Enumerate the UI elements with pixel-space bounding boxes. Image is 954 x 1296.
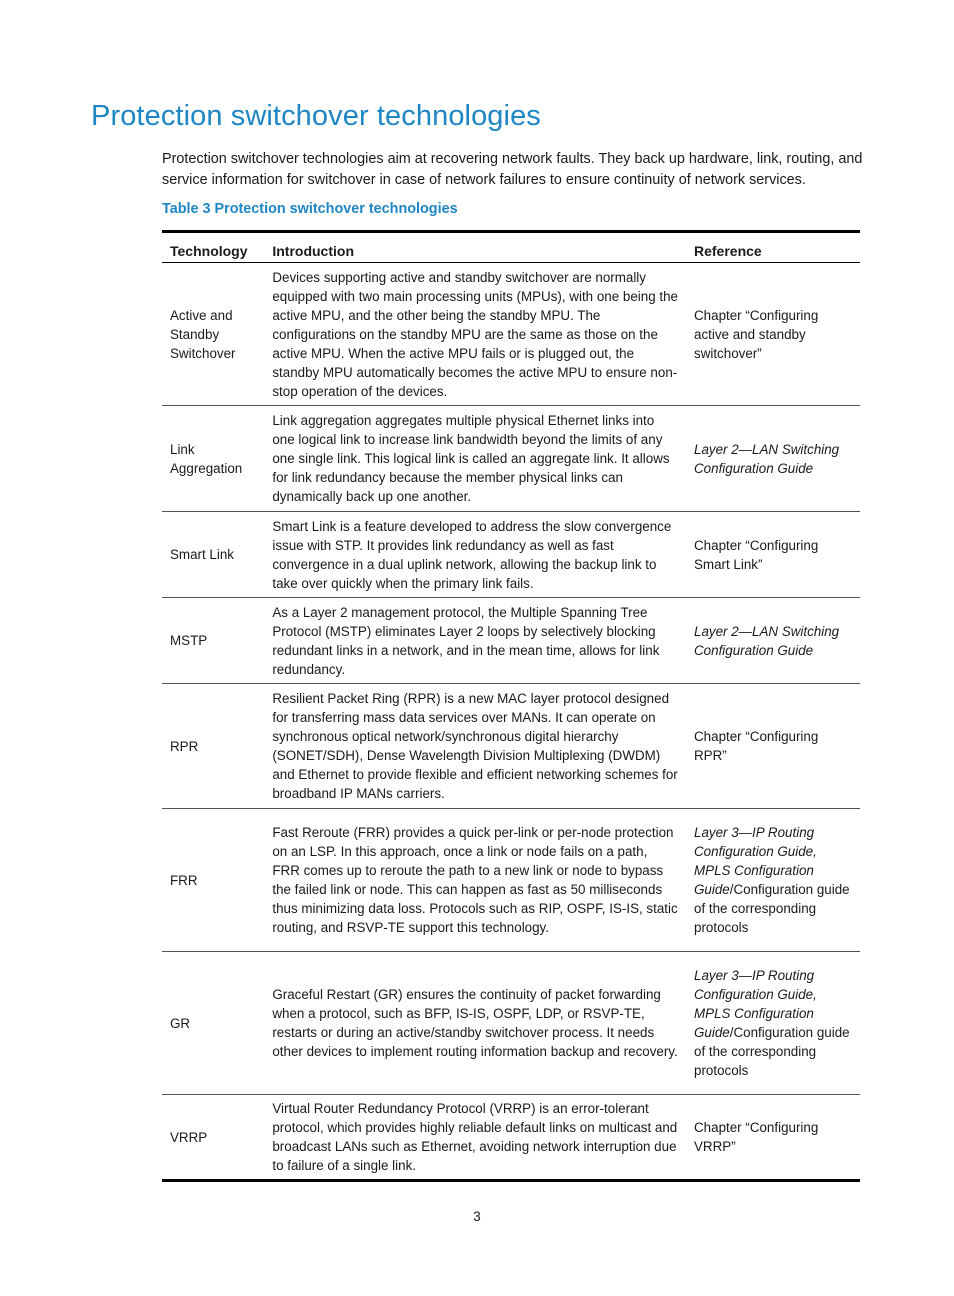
introduction-cell: As a Layer 2 management protocol, the Multiple Spanning Tree Protocol (MSTP) eliminates Layer 2 loops by selectively blocking redundant links in a network, and in the mean time, allows for link redundancy.: [264, 598, 686, 684]
reference-cell: [686, 512, 860, 598]
table-row: [162, 406, 860, 512]
table-caption: Table 3 Protection switchover technologies: [162, 201, 458, 217]
table-row: [162, 809, 860, 952]
reference-plain: /Configuration guide of the corresponding protocols: [694, 882, 850, 935]
reference-cell: [686, 809, 860, 952]
technology-cell: VRRP: [170, 1129, 208, 1145]
header-technology: Technology: [162, 232, 264, 263]
header-introduction: Introduction: [264, 232, 686, 263]
header-reference: Reference: [686, 232, 860, 263]
reference-italic: Layer 3—IP Routing Configuration Guide, MPLS Configuration Guide: [694, 968, 817, 1040]
table-row: [162, 952, 860, 1095]
introduction-cell: Devices supporting active and standby switchover are normally equipped with two main processing units (MPUs), with one being the active MPU, and the other being the standby MPU. The configurations on the standby MPU are the same as those on the active MPU. When the active MPU fails or is plugged out, the standby MPU automatically becomes the active MPU to ensure non-stop operation of the devices.: [264, 263, 686, 406]
reference-plain: Chapter “Configuring active and standby switchover”: [694, 307, 819, 361]
introduction-cell: Smart Link is a feature developed to address the slow convergence issue with STP. It provides link redundancy as well as fast convergence in a dual uplink network, allowing the backup link to take over quickly when the primary link fails.: [264, 512, 686, 598]
table-row: [162, 512, 860, 598]
technology-cell: GR: [162, 952, 264, 1095]
technology-cell: Smart Link: [162, 512, 264, 598]
technology-cell: MSTP: [162, 598, 264, 684]
technology-cell: Active and Standby Switchover: [162, 263, 264, 406]
reference-cell: [686, 952, 860, 1095]
reference-plain: /Configuration guide of the corresponding protocols: [694, 1025, 850, 1078]
reference-italic: Layer 2—LAN Switching Configuration Guide: [694, 623, 840, 658]
reference-plain: Chapter “Configuring VRRP”: [694, 1120, 819, 1154]
reference-cell: [686, 406, 860, 512]
reference-cell: [686, 1095, 860, 1181]
table-row: [162, 684, 860, 809]
introduction-cell: Resilient Packet Ring (RPR) is a new MAC layer protocol designed for transferring mass data services over MANs. It can operate on synchronous optical network/synchronous digital hierarchy (SONET/SDH), Dense Wavelength Division Multiplexing (DWDM) and Ethernet to provide flexible and efficient networking schemes for broadband IP MANs carriers.: [264, 684, 686, 809]
reference-cell: [686, 684, 860, 809]
introduction-cell: Link aggregation aggregates multiple physical Ethernet links into one logical link to increase link bandwidth beyond the limits of any one single link. This logical link is called an aggregate link. It allows for link redundancy because the member physical links can dynamically back up one another.: [264, 406, 686, 512]
page-number: 3: [473, 1209, 481, 1224]
introduction-cell: Virtual Router Redundancy Protocol (VRRP) is an error-tolerant protocol, which provides highly reliable default links on multicast and broadcast LANs such as Ethernet, avoiding network interruption due to failure of a single link.: [272, 1101, 678, 1173]
protection-table: [162, 230, 860, 1182]
table-header-row: [162, 232, 860, 263]
table-row: [162, 263, 860, 406]
technology-cell: RPR: [162, 684, 264, 809]
reference-italic: Layer 2—LAN Switching Configuration Guide: [694, 441, 840, 476]
reference-plain: Chapter “Configuring RPR”: [694, 729, 819, 763]
reference-cell: [686, 263, 860, 406]
technology-cell: Link Aggregation: [162, 406, 264, 512]
reference-plain: Chapter “Configuring Smart Link”: [694, 537, 819, 572]
table-row: [162, 1095, 860, 1181]
reference-italic: Layer 3—IP Routing Configuration Guide, MPLS Configuration Guide: [694, 825, 817, 897]
intro-paragraph: Protection switchover technologies aim at recovering network faults. They back up hardware, link, routing, and service information for switchover in case of network failures to ensure continuity of network services.: [162, 151, 863, 188]
page-title: Protection switchover technologies: [91, 100, 541, 132]
technology-cell: FRR: [162, 809, 264, 952]
introduction-cell: Fast Reroute (FRR) provides a quick per-link or per-node protection on an LSP. In this approach, once a link or node fails on a path, FRR comes up to reroute the path to a new link or node to bypass the failed link or node. This can happen as fast as 50 milliseconds thus minimizing data loss. Protocols such as RIP, OSPF, IS-IS, static routing, and RSVP-TE support this technology.: [264, 809, 686, 952]
table-row: [162, 598, 860, 684]
introduction-cell: Graceful Restart (GR) ensures the continuity of packet forwarding when a protocol, such as BFP, IS-IS, OSPF, LDP, or RSVP-TE, restarts or during an active/standby switchover process. It needs other devices to implement routing information backup and recovery.: [264, 952, 686, 1095]
reference-cell: [686, 598, 860, 684]
